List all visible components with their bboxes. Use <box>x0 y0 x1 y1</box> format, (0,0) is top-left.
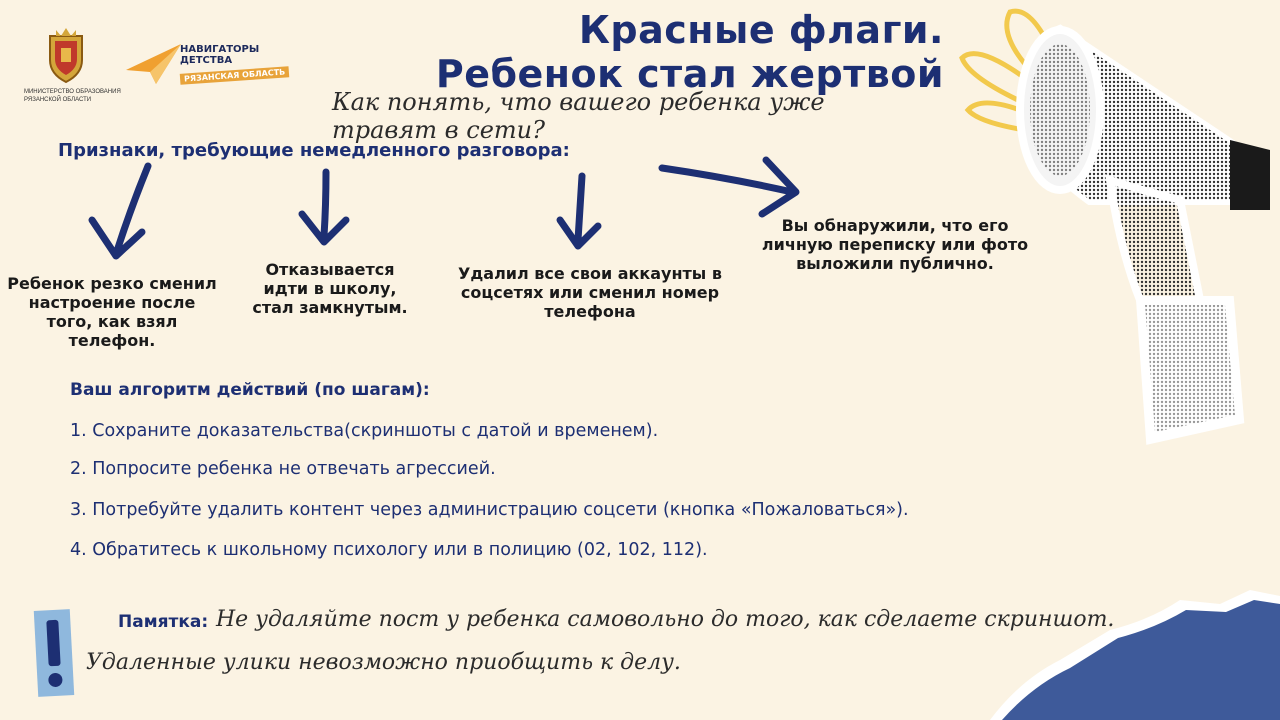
algorithm-step-2: 2. Попросите ребенка не отвечать агрессией. <box>70 459 496 479</box>
memo-label: Памятка: <box>118 612 209 632</box>
sign-refuses-school: Отказывается идти в школу, стал замкнутым. <box>252 260 408 317</box>
arrow-1-icon <box>92 166 148 256</box>
sign-private-leaked: Вы обнаружили, что его личную переписку или фото выложили публично. <box>761 216 1029 273</box>
page-subtitle: Как понять, что вашего ребенка уже травят в сети? <box>332 88 825 144</box>
torn-paper-decoration <box>990 590 1280 720</box>
arrow-3-icon <box>560 176 598 246</box>
title-line-2: Ребенок стал жертвой <box>435 52 944 96</box>
region-crest-icon <box>44 26 88 84</box>
arrow-2-icon <box>302 172 346 242</box>
arrow-4-icon <box>662 160 796 214</box>
sign-mood-change: Ребенок резко сменил настроение после того, как взял телефон. <box>7 274 217 350</box>
exclamation-box <box>34 609 74 697</box>
memo-text-line-1: Не удаляйте пост у ребенка самовольно до того, как сделаете скриншот. <box>216 607 1115 632</box>
navigators-title: НАВИГАТОРЫ ДЕТСТВА <box>180 44 260 66</box>
title-line-1: Красные флаги. <box>578 8 944 52</box>
signs-heading: Признаки, требующие немедленного разговора: <box>58 140 570 161</box>
algorithm-step-1: 1. Сохраните доказательства(скриншоты с датой и временем). <box>70 421 659 441</box>
page-title <box>436 8 944 96</box>
megaphone-hand-icon <box>940 0 1280 460</box>
sign-deleted-accounts: Удалил все свои аккаунты в соцсетях или сменил номер телефона <box>458 264 722 321</box>
exclamation-icon <box>34 609 74 697</box>
algorithm-step-3: 3. Потребуйте удалить контент через администрацию соцсети (кнопка «Пожаловаться»). <box>70 500 909 520</box>
algorithm-heading: Ваш алгоритм действий (по шагам): <box>70 380 430 400</box>
memo-text-line-2: Удаленные улики невозможно приобщить к делу. <box>86 650 681 675</box>
algorithm-step-4: 4. Обратитесь к школьному психологу или в полицию (02, 102, 112). <box>70 540 708 560</box>
ministry-text: МИНИСТЕРСТВО ОБРАЗОВАНИЯ РЯЗАНСКОЙ ОБЛАСТИ <box>24 89 121 103</box>
navigators-region: РЯЗАНСКАЯ ОБЛАСТЬ <box>180 66 290 85</box>
